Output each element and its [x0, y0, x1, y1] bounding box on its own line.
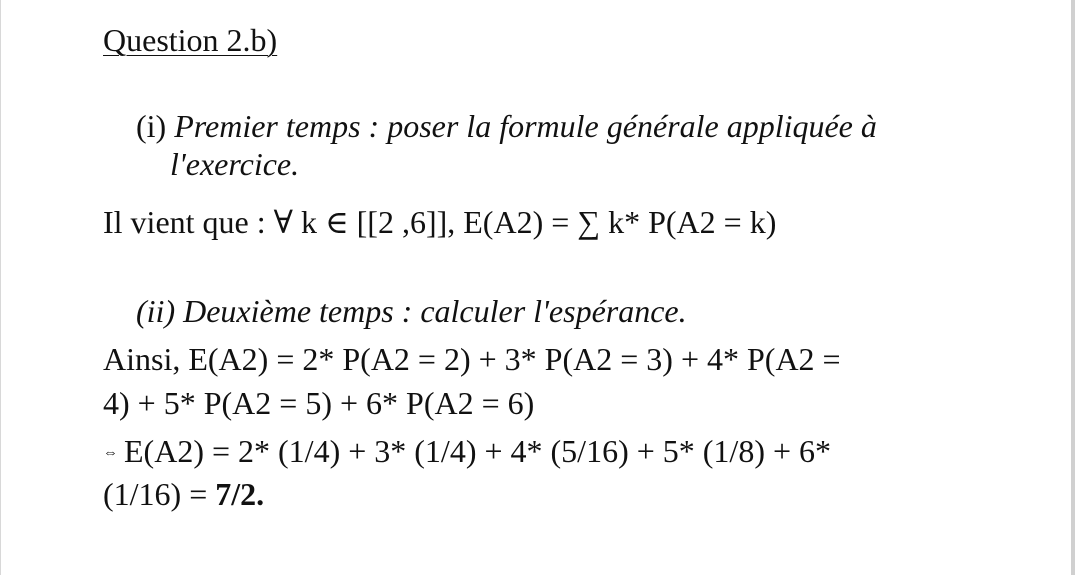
- final-answer: 7/2.: [215, 476, 265, 512]
- equivalence-arrow-icon: ⇔: [103, 444, 118, 461]
- step-two-title: Deuxième temps : calculer l'espérance.: [183, 293, 687, 329]
- general-formula: Il vient que : ∀ k ∈ [[2 ,6]], E(A2) = ∑ k* P(A2 = k): [103, 204, 777, 240]
- result-final-fraction: (1/16) =: [103, 476, 216, 512]
- step-one-title: Premier temps : poser la formule générale appliquée à: [174, 108, 877, 144]
- step-one-number: (i): [136, 108, 175, 144]
- step-two-number: (ii): [136, 293, 184, 329]
- step-two-line: [136, 293, 687, 329]
- result-line-2: [103, 476, 264, 512]
- question-heading: Question 2.b): [103, 22, 278, 58]
- result-line-1: [103, 433, 831, 473]
- step-one-line-1: [136, 108, 877, 144]
- expectation-expansion-line-2: 4) + 5* P(A2 = 5) + 6* P(A2 = 6): [103, 385, 535, 421]
- step-one-line-2: l'exercice.: [170, 146, 300, 182]
- expectation-expansion-line-1: Ainsi, E(A2) = 2* P(A2 = 2) + 3* P(A2 = 3) + 4* P(A2 =: [103, 341, 841, 377]
- result-expression: E(A2) = 2* (1/4) + 3* (1/4) + 4* (5/16) + 5* (1/8) + 6*: [124, 433, 832, 469]
